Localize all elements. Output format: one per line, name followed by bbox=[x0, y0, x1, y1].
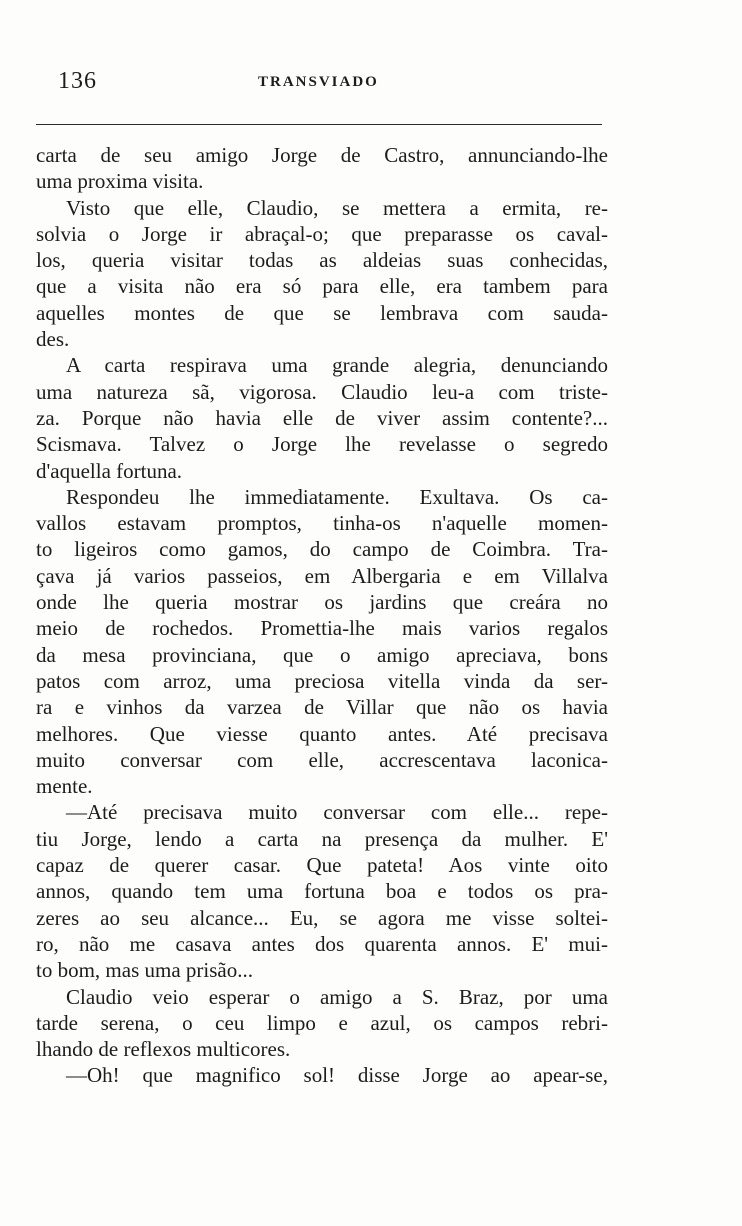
text-line: solvia o Jorge ir abraçal-o; que preparasse os caval- bbox=[36, 221, 608, 246]
text-line: Scismava. Talvez o Jorge lhe revelasse o segredo bbox=[36, 432, 608, 457]
text-line: onde lhe queria mostrar os jardins que creára no bbox=[36, 590, 608, 615]
text-line: Respondeu lhe immediatamente. Exultava. Os ca- bbox=[66, 484, 608, 509]
text-line: çava já varios passeios, em Albergaria e em Villalva bbox=[36, 563, 608, 588]
body-text bbox=[36, 142, 608, 1089]
text-line: vallos estavam promptos, tinha-os n'aquelle momen- bbox=[36, 511, 608, 536]
header-rule bbox=[36, 124, 602, 125]
text-line: za. Porque não havia elle de viver assim contente?... bbox=[36, 405, 608, 430]
text-line: carta de seu amigo Jorge de Castro, annunciando-lhe bbox=[36, 143, 608, 167]
text-line: A carta respirava uma grande alegria, denunciando bbox=[66, 353, 608, 378]
text-line: lhando de reflexos multicores. bbox=[36, 1037, 291, 1062]
page-number: 136 bbox=[58, 68, 97, 94]
text-line: ro, não me casava antes dos quarenta annos. E' mui- bbox=[36, 931, 608, 956]
text-line: Claudio veio esperar o amigo a S. Braz, por uma bbox=[66, 984, 608, 1009]
text-line: annos, quando tem uma fortuna boa e todos os pra- bbox=[36, 879, 608, 904]
text-line: capaz de querer casar. Que pateta! Aos vinte oito bbox=[36, 853, 608, 878]
text-line: tiu Jorge, lendo a carta na presença da mulher. E' bbox=[36, 826, 608, 851]
text-line: mente. bbox=[36, 774, 93, 799]
running-title: TRANSVIADO bbox=[258, 74, 379, 90]
running-head bbox=[58, 68, 618, 102]
text-line: muito conversar com elle, accrescentava laconica- bbox=[36, 747, 608, 772]
text-line: melhores. Que viesse quanto antes. Até precisava bbox=[36, 721, 608, 746]
text-line: meio de rochedos. Promettia-lhe mais varios regalos bbox=[36, 616, 608, 641]
text-line: ra e vinhos da varzea de Villar que não os havia bbox=[36, 695, 608, 720]
text-line: to bom, mas uma prisão... bbox=[36, 958, 253, 983]
text-line: zeres ao seu alcance... Eu, se agora me visse soltei- bbox=[36, 905, 608, 930]
text-line: —Até precisava muito conversar com elle... repe- bbox=[66, 800, 608, 825]
text-line: uma proxima visita. bbox=[36, 169, 204, 194]
text-line: d'aquella fortuna. bbox=[36, 458, 183, 483]
text-line: uma natureza sã, vigorosa. Claudio leu-a com triste- bbox=[36, 379, 608, 404]
text-line: los, queria visitar todas as aldeias suas conhecidas, bbox=[36, 248, 608, 273]
text-line: que a visita não era só para elle, era tambem para bbox=[36, 274, 608, 299]
text-line: —Oh! que magnifico sol! disse Jorge ao apear-se, bbox=[66, 1063, 608, 1088]
text-line: aquelles montes de que se lembrava com sauda- bbox=[36, 300, 608, 325]
text-line: to ligeiros como gamos, do campo de Coimbra. Tra- bbox=[36, 537, 608, 562]
text-line: des. bbox=[36, 327, 70, 352]
text-line: patos com arroz, uma preciosa vitella vinda da ser- bbox=[36, 668, 608, 693]
text-line: da mesa provinciana, que o amigo apreciava, bons bbox=[36, 642, 608, 667]
text-line: tarde serena, o ceu limpo e azul, os campos rebri- bbox=[36, 1010, 608, 1035]
text-line: Visto que elle, Claudio, se mettera a ermita, re- bbox=[66, 195, 608, 220]
